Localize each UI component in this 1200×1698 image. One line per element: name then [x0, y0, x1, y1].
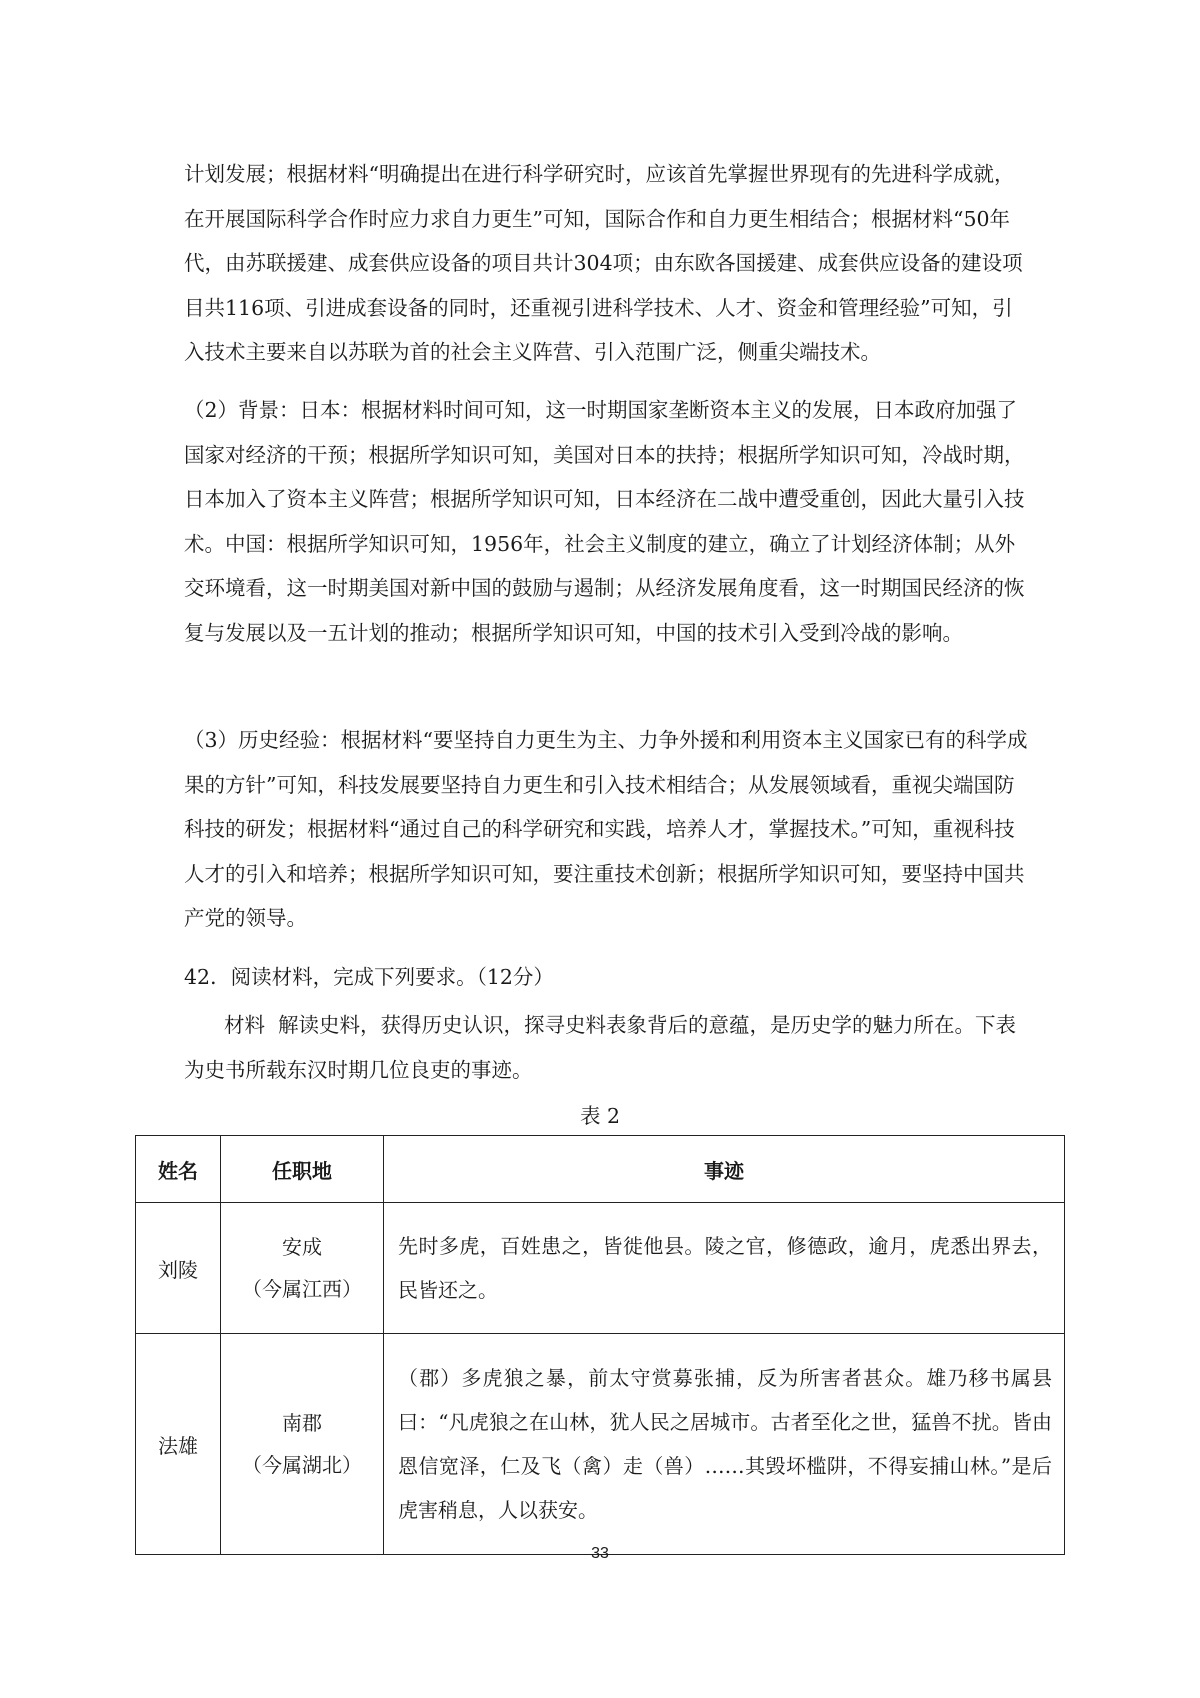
material-text: 解读史料，获得历史认识，探寻史料表象背后的意蕴，是历史学的魅力所在。下表为史书所载东汉时期几位良吏的事迹。	[184, 1013, 1017, 1082]
officials-deeds-table	[135, 1135, 1065, 1555]
answer-paragraph-1: 计划发展；根据材料“明确提出在进行科学研究时，应该首先掌握世界现有的先进科学成就，在开展国际科学合作时应力求自力更生”可知，国际合作和自力更生相结合；根据材料“50年代，由苏联援建、成套供应设备的项目共计304项；由东欧各国援建、成套供应设备的建设项目共116项、引进成套设备的同时，还重视引进科学技术、人才、资金和管理经验”可知，引入技术主要来自以苏联为首的社会主义阵营、引入范围广泛，侧重尖端技术。	[184, 162, 1023, 364]
official-post	[221, 1203, 384, 1334]
table-header-row	[136, 1136, 1065, 1203]
official-deeds: （郡）多虎狼之暴，前太守赏募张捕，反为所害者甚众。雄乃移书属县曰：“凡虎狼之在山林，犹人民之居城市。古者至化之世，猛兽不扰。皆由恩信宽泽，仁及飞（禽）走（兽）……其毁坏槛阱，不得妄捕山林。”是后虎害稍息，人以获安。	[384, 1334, 1065, 1555]
official-post	[221, 1334, 384, 1555]
table-row	[136, 1203, 1065, 1334]
material-passage	[184, 1003, 1030, 1092]
post-modern-location: （今属江西）	[242, 1277, 362, 1301]
material-label: 材料	[224, 1013, 265, 1037]
post-place: 南郡	[282, 1411, 322, 1435]
answer-paragraph-2-background: （2）背景：日本：根据材料时间可知，这一时期国家垄断资本主义的发展，日本政府加强了国家对经济的干预；根据所学知识可知，美国对日本的扶持；根据所学知识可知，冷战时期，日本加入了资本主义阵营；根据所学知识可知，日本经济在二战中遭受重创，因此大量引入技术。中国：根据所学知识可知，1956年，社会主义制度的建立，确立了计划经济体制；从外交环境看，这一时期美国对新中国的鼓励与遏制；从经济发展角度看，这一时期国民经济的恢复与发展以及一五计划的推动；根据所学知识可知，中国的技术引入受到冷战的影响。	[184, 398, 1025, 645]
header-post: 任职地	[221, 1136, 384, 1203]
post-place: 安成	[282, 1235, 322, 1259]
post-modern-location: （今属湖北）	[242, 1453, 362, 1477]
table-caption: 表 2	[579, 1104, 621, 1128]
question-42-heading: 42．阅读材料，完成下列要求。（12分）	[184, 965, 554, 989]
header-deeds: 事迹	[384, 1136, 1065, 1203]
answer-paragraph-3-lessons: （3）历史经验：根据材料“要坚持自力更生为主、力争外援和利用资本主义国家已有的科学成果的方针”可知，科技发展要坚持自力更生和引入技术相结合；从发展领域看，重视尖端国防科技的研发；根据材料“通过自己的科学研究和实践，培养人才，掌握技术。”可知，重视科技人才的引入和培养；根据所学知识可知，要注重技术创新；根据所学知识可知，要坚持中国共产党的领导。	[184, 728, 1028, 930]
header-name: 姓名	[136, 1136, 221, 1203]
page-number: 33	[591, 1545, 609, 1562]
official-name: 法雄	[136, 1334, 221, 1555]
table-row	[136, 1334, 1065, 1555]
official-deeds: 先时多虎，百姓患之，皆徙他县。陵之官，修德政，逾月，虎悉出界去，民皆还之。	[384, 1203, 1065, 1334]
official-name: 刘陵	[136, 1203, 221, 1334]
